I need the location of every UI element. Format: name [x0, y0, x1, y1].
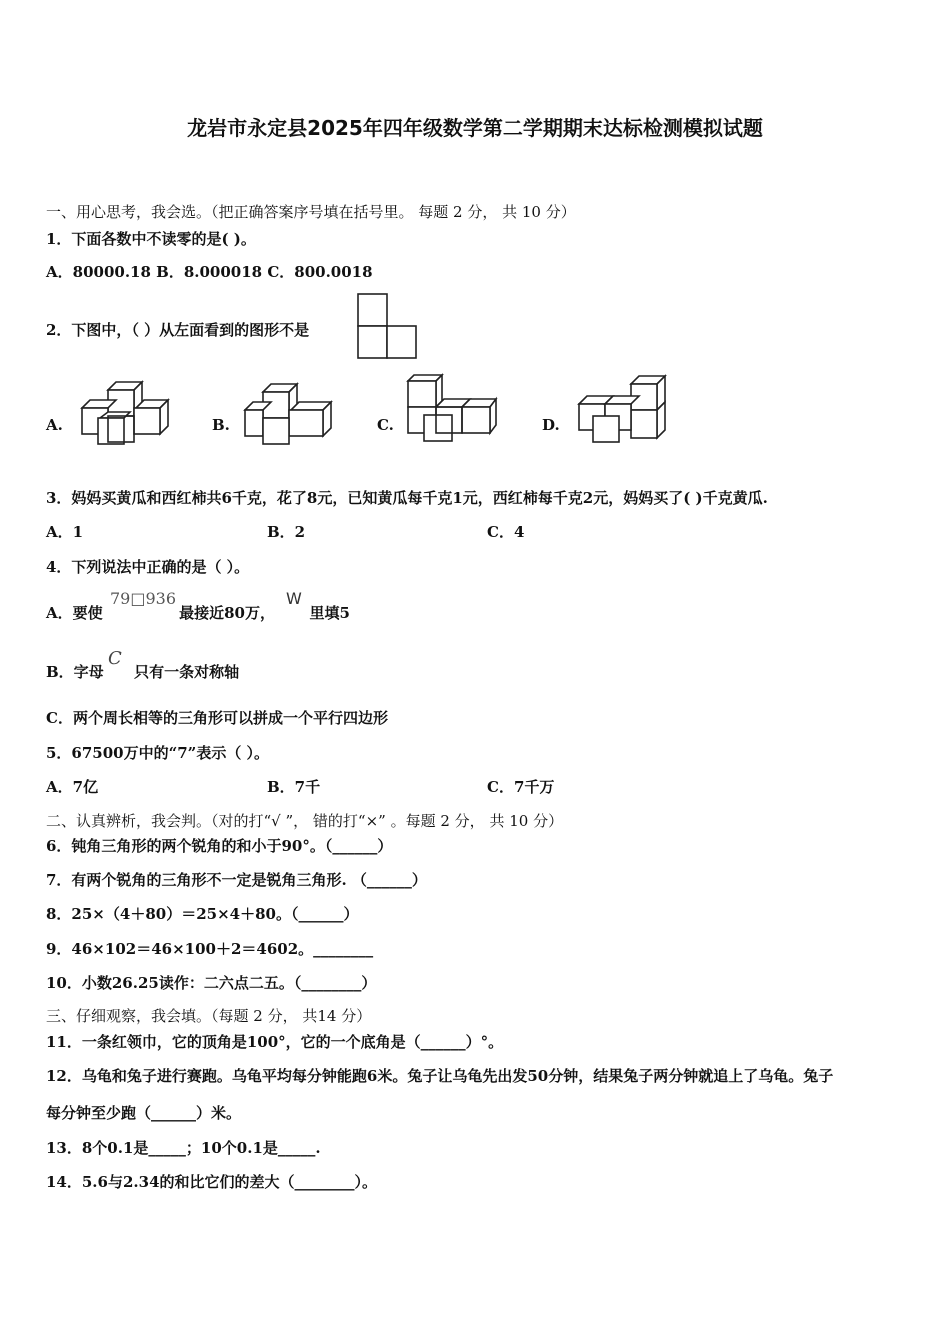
question-4-option-c: C．两个周长相等的三角形可以拼成一个平行四边形	[46, 709, 388, 727]
cube-figure-a	[80, 376, 172, 446]
box-symbol: W	[286, 589, 302, 608]
question-1-options: A．80000.18 B．8.000018 C．800.0018	[46, 263, 373, 281]
question-7: 7．有两个锐角的三角形不一定是锐角三角形. （______）	[46, 871, 427, 889]
question-4: 4．下列说法中正确的是（ ）。	[46, 558, 250, 576]
question-4-option-a	[46, 603, 350, 623]
question-12-line-1: 12．乌龟和兔子进行赛跑。乌龟平均每分钟能跑6米。兔子让乌龟先出发50分钟，结果兔子两分钟就追上了乌龟。兔子	[46, 1067, 834, 1085]
question-5-option-a: A．7亿	[46, 778, 99, 796]
option-b-label: B.	[212, 416, 230, 434]
option-a-prefix: A．要使	[46, 604, 103, 622]
question-3: 3．妈妈买黄瓜和西红柿共6千克，花了8元，已知黄瓜每千克1元，西红柿每千克2元，妈妈买了( )千克黄瓜.	[46, 489, 768, 507]
question-10: 10．小数26.25读作：二六点二五。（________）	[46, 974, 377, 992]
letter-c: C	[108, 648, 122, 669]
left-view-figure	[357, 293, 419, 359]
question-2-text: 2．下图中，（ ）从左面看到的图形不是	[46, 321, 310, 339]
option-c-label: C.	[377, 416, 394, 434]
question-2	[46, 320, 397, 340]
question-13: 13．8个0.1是_____；10个0.1是_____.	[46, 1139, 321, 1157]
question-3-option-b: B．2	[267, 523, 306, 541]
section-2-heading: 二、认真辨析，我会判。（对的打“√ ”， 错的打“×” 。每题 2 分， 共 10 分）	[46, 812, 564, 830]
option-a-suffix: 里填5	[309, 604, 350, 622]
question-3-option-c: C．4	[487, 523, 525, 541]
question-8: 8．25×（4＋80）＝25×4＋80。（______）	[46, 905, 359, 923]
question-12-line-2: 每分钟至少跑（______）米。	[46, 1104, 242, 1122]
question-5: 5．67500万中的“7”表示（ ）。	[46, 744, 270, 762]
question-6: 6．钝角三角形的两个锐角的和小于90°。（______）	[46, 837, 393, 855]
section-3-heading: 三、仔细观察，我会填。（每题 2 分， 共14 分）	[46, 1007, 372, 1025]
question-14: 14．5.6与2.34的和比它们的差大（________）。	[46, 1173, 378, 1191]
question-4-option-b	[46, 662, 239, 682]
cube-figure-b	[243, 382, 335, 446]
question-1: 1．下面各数中不读零的是( )。	[46, 230, 256, 248]
option-d-label: D.	[542, 416, 560, 434]
question-5-option-c: C．7千万	[487, 778, 555, 796]
question-11: 11．一条红领巾，它的顶角是100°，它的一个底角是（______）°。	[46, 1033, 504, 1051]
page-title: 龙岩市永定县2025年四年级数学第二学期期末达标检测模拟试题	[187, 116, 763, 140]
option-b-prefix: B．字母	[46, 663, 104, 681]
question-5-option-b: B．7千	[267, 778, 321, 796]
section-1-heading: 一、用心思考，我会选。（把正确答案序号填在括号里。 每题 2 分， 共 10 分）	[46, 203, 576, 221]
option-a-mid: 最接近80万，	[179, 604, 275, 622]
cube-figure-c	[404, 373, 500, 445]
question-3-option-a: A．1	[46, 523, 84, 541]
option-b-suffix: 只有一条对称轴	[134, 663, 240, 681]
option-a-label: A.	[46, 416, 63, 434]
number-with-box: 79□936	[110, 589, 177, 608]
question-9: 9．46×102＝46×100＋2＝4602。________	[46, 940, 374, 958]
cube-figure-d	[575, 374, 669, 446]
